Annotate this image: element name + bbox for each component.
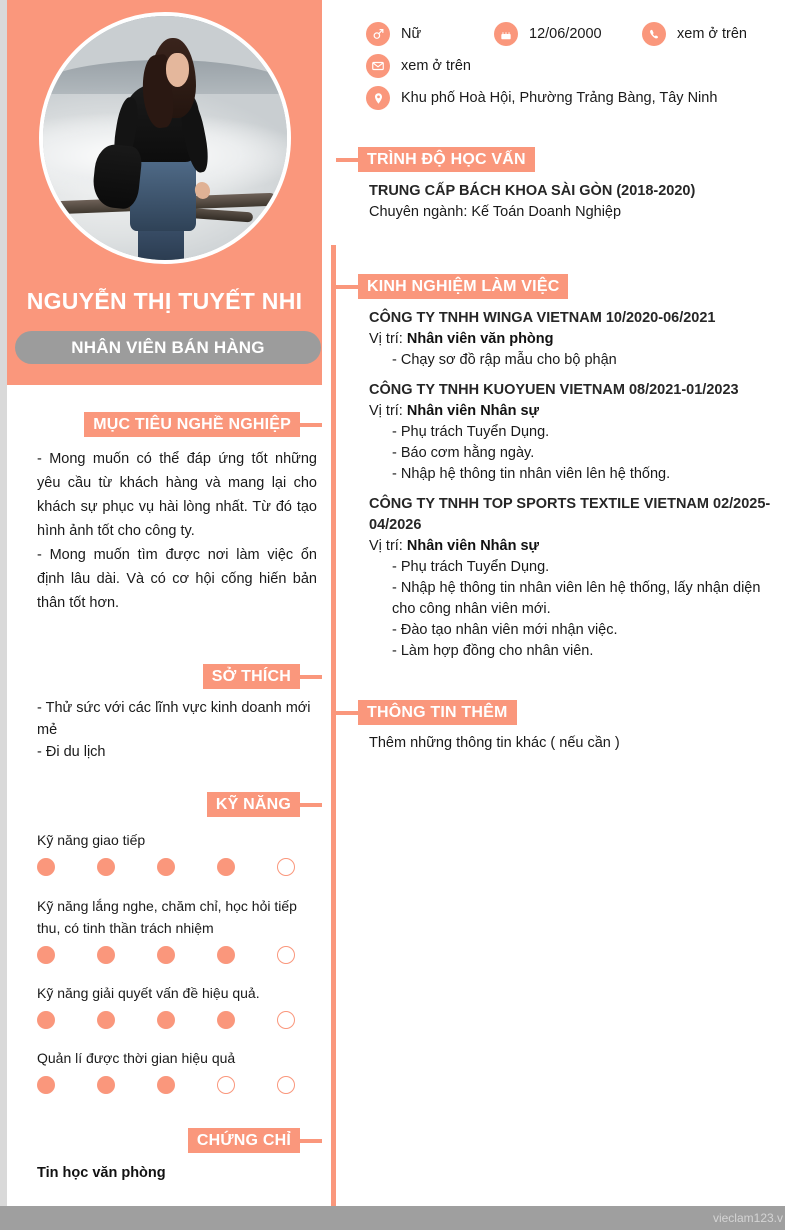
skill-rating xyxy=(37,946,320,964)
contact-row xyxy=(366,50,785,82)
section-title-certificate: CHỨNG CHỈ xyxy=(188,1128,300,1153)
skill-label: Quản lí được thời gian hiệu quả xyxy=(37,1050,236,1066)
candidate-name: NGUYỄN THỊ TUYẾT NHI xyxy=(26,288,303,314)
avatar xyxy=(39,12,291,264)
duty-item: - Đào tạo nhân viên mới nhận việc. xyxy=(392,622,618,638)
section-header-objective xyxy=(84,412,322,437)
section-header-education xyxy=(336,147,535,172)
skill-item xyxy=(37,982,320,1029)
extra-body: Thêm những thông tin khác ( nếu cần ) xyxy=(369,735,620,751)
section-title-education: TRÌNH ĐỘ HỌC VẤN xyxy=(358,147,535,172)
education-major: Chuyên ngành: Kế Toán Doanh Nghiệp xyxy=(369,204,622,220)
experience-item xyxy=(369,494,779,662)
timeline-divider xyxy=(331,245,336,1212)
rating-dot-filled xyxy=(97,858,115,876)
skill-rating xyxy=(37,1076,320,1094)
rating-dot-empty xyxy=(277,1076,295,1094)
rating-dot-filled xyxy=(97,1076,115,1094)
rating-dot-filled xyxy=(157,1076,175,1094)
rating-dot-filled xyxy=(217,1011,235,1029)
contact-value: xem ở trên xyxy=(677,26,747,42)
experience-org: CÔNG TY TNHH KUOYUEN VIETNAM 08/2021-01/2023 xyxy=(369,382,739,398)
rating-dot-filled xyxy=(97,1011,115,1029)
experience-item xyxy=(369,380,779,485)
position-value: Nhân viên Nhân sự xyxy=(406,403,540,419)
experience-org: CÔNG TY TNHH TOP SPORTS TEXTILE VIETNAM 02/2025-04/2026 xyxy=(369,496,771,533)
skill-label: Kỹ năng lắng nghe, chăm chỉ, học hỏi tiếp thu, có tinh thần trách nhiệm xyxy=(37,898,297,936)
experience-duties xyxy=(392,350,779,371)
section-title-experience: KINH NGHIỆM LÀM VIỆC xyxy=(358,274,568,299)
duty-item: - Phụ trách Tuyển Dụng. xyxy=(392,559,550,575)
rating-dot-empty xyxy=(217,1076,235,1094)
contact-value: Khu phố Hoà Hội, Phường Trảng Bàng, Tây Ninh xyxy=(401,90,718,106)
rating-dot-filled xyxy=(37,946,55,964)
duty-item: - Báo cơm hằng ngày. xyxy=(392,445,535,461)
location-pin-icon xyxy=(366,86,390,110)
rating-dot-filled xyxy=(157,946,175,964)
experience-position xyxy=(369,401,779,422)
contact-address xyxy=(366,86,717,110)
hobby-body: - Thử sức với các lĩnh vực kinh doanh mới mẻ - Đi du lịch xyxy=(37,700,311,760)
connector-stub xyxy=(300,803,322,807)
position-label: Vị trí: xyxy=(369,403,403,419)
email-icon xyxy=(366,54,390,78)
objective-body: - Mong muốn có thể đáp ứng tốt những yêu cầu từ khách hàng và mang lại cho khách sự phục vụ hài lòng nhất. Từ đó tạo hình ảnh tốt cho công ty. - Mong muốn tìm được nơi làm việc ổn định lâu dài. Và có cơ hội cống hiến bản thân tốt hơn. xyxy=(37,451,317,611)
connector-stub xyxy=(300,423,322,427)
duty-item: - Phụ trách Tuyển Dụng. xyxy=(392,424,550,440)
connector-stub xyxy=(300,1139,322,1143)
rating-dot-filled xyxy=(37,1011,55,1029)
experience-duties xyxy=(392,422,779,485)
birthday-cake-icon xyxy=(494,22,518,46)
experience-position xyxy=(369,329,779,350)
education-school: TRUNG CẤP BÁCH KHOA SÀI GÒN (2018-2020) xyxy=(369,183,696,199)
section-header-certificate xyxy=(188,1128,322,1153)
rating-dot-filled xyxy=(217,858,235,876)
duty-item: - Chạy sơ đồ rập mẫu cho bộ phận xyxy=(392,352,617,368)
position-value: Nhân viên Nhân sự xyxy=(406,538,540,554)
section-title-hobby: SỞ THÍCH xyxy=(203,664,300,689)
section-header-hobby xyxy=(203,664,322,689)
contact-list xyxy=(366,18,785,114)
experience-position xyxy=(369,536,779,557)
contact-value: Nữ xyxy=(401,26,422,42)
rating-dot-filled xyxy=(37,858,55,876)
section-header-extra xyxy=(336,700,517,725)
skill-label: Kỹ năng giải quyết vấn đề hiệu quả. xyxy=(37,985,260,1001)
job-title-badge: NHÂN VIÊN BÁN HÀNG xyxy=(15,331,321,364)
contact-gender xyxy=(366,22,494,46)
skill-rating xyxy=(37,1011,320,1029)
phone-icon xyxy=(642,22,666,46)
rating-dot-filled xyxy=(37,1076,55,1094)
rating-dot-filled xyxy=(217,946,235,964)
section-title-objective: MỤC TIÊU NGHỀ NGHIỆP xyxy=(84,412,300,437)
skill-item xyxy=(37,895,320,964)
contact-phone xyxy=(642,22,747,46)
contact-value: 12/06/2000 xyxy=(529,26,602,42)
connector-stub xyxy=(300,675,322,679)
connector-stub xyxy=(336,711,358,715)
education-body xyxy=(369,181,779,223)
rating-dot-filled xyxy=(97,946,115,964)
position-label: Vị trí: xyxy=(369,538,403,554)
contact-row xyxy=(366,18,785,50)
skill-rating xyxy=(37,858,320,876)
section-header-skills xyxy=(207,792,322,817)
watermark: vieclam123.v xyxy=(712,1211,783,1225)
position-label: Vị trí: xyxy=(369,331,403,347)
rating-dot-filled xyxy=(157,1011,175,1029)
experience-body xyxy=(369,308,779,671)
experience-org: CÔNG TY TNHH WINGA VIETNAM 10/2020-06/2021 xyxy=(369,310,716,326)
certificate-body: Tin học văn phòng xyxy=(37,1165,166,1181)
connector-stub xyxy=(336,158,358,162)
connector-stub xyxy=(336,285,358,289)
skill-label: Kỹ năng giao tiếp xyxy=(37,832,146,848)
section-title-extra: THÔNG TIN THÊM xyxy=(358,700,517,725)
duty-item: - Làm hợp đồng cho nhân viên. xyxy=(392,643,594,659)
photo-header xyxy=(7,0,322,385)
experience-duties xyxy=(392,557,779,662)
rating-dot-empty xyxy=(277,1011,295,1029)
section-title-skills: KỸ NĂNG xyxy=(207,792,300,817)
contact-value: xem ở trên xyxy=(401,58,471,74)
position-value: Nhân viên văn phòng xyxy=(406,331,554,347)
skill-item xyxy=(37,1047,320,1094)
duty-item: - Nhập hệ thông tin nhân viên lên hệ thống, lấy nhận diện cho công nhân viên mới. xyxy=(392,580,761,617)
contact-row xyxy=(366,82,785,114)
rating-dot-empty xyxy=(277,946,295,964)
contact-birthday xyxy=(494,22,642,46)
sidebar xyxy=(0,0,322,1212)
rating-dot-filled xyxy=(157,858,175,876)
gender-icon xyxy=(366,22,390,46)
duty-item: - Nhập hệ thông tin nhân viên lên hệ thống. xyxy=(392,466,671,482)
section-header-experience xyxy=(336,274,568,299)
skill-item xyxy=(37,829,320,876)
rating-dot-empty xyxy=(277,858,295,876)
footer-bar xyxy=(0,1206,785,1230)
experience-item xyxy=(369,308,779,371)
contact-email xyxy=(366,54,471,78)
